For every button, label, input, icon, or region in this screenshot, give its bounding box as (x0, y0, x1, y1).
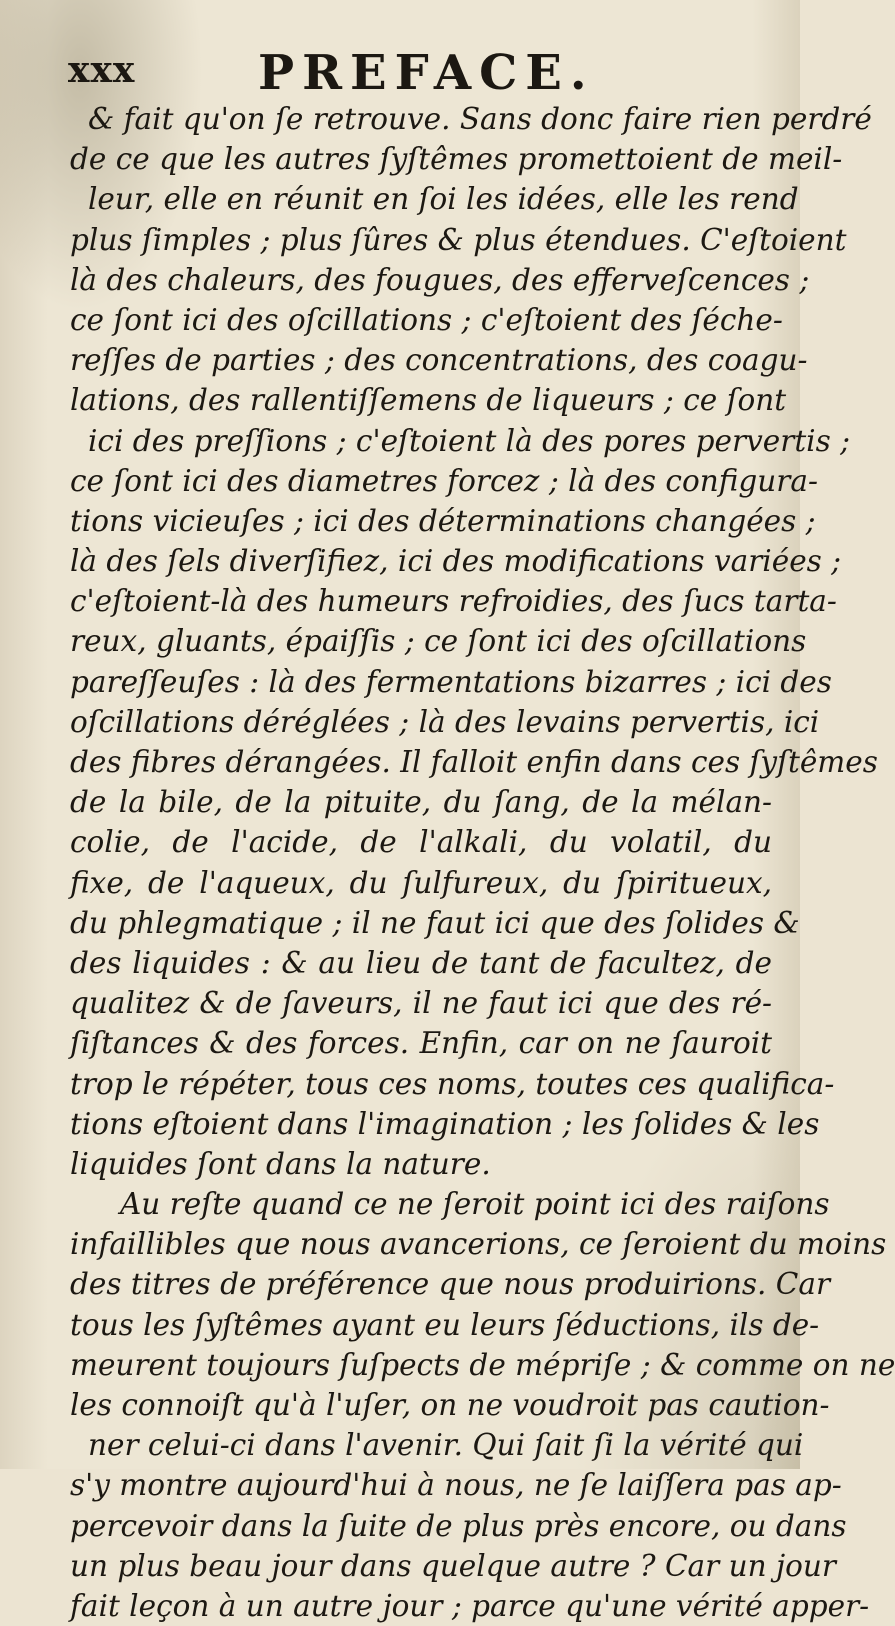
text-line: ner celui-ci dans l'avenir. Qui ſait ſi la vérité qui (88, 1428, 804, 1463)
text-line: qualitez & de ſaveurs, il ne faut ici que des ré- (70, 986, 772, 1021)
text-line: liquides ſont dans la nature. (70, 1146, 491, 1181)
page-number: xxx (68, 49, 136, 91)
text-line: infaillibles que nous avancerions, ce ſeroient du moins (70, 1227, 887, 1262)
running-title: PREFACE. (258, 45, 595, 101)
text-line: c'eſtoient-là des humeurs refroidies, des ſucs tarta- (70, 584, 837, 619)
text-line: les connoiſt qu'à l'uſer, on ne voudroit pas caution- (70, 1388, 830, 1422)
text-line: plus ſimples ; plus ſûres & plus étendues. C'eſtoient (70, 222, 847, 257)
text-line: reſſes de parties ; des concentrations, des coagu- (70, 343, 808, 378)
text-line: du phlegmatique ; il ne faut ici que des ſolides & (70, 905, 800, 940)
text-line: s'y montre aujourd'hui à nous, ne ſe laiſſera pas ap- (70, 1468, 842, 1503)
text-line: des fibres dérangées. Il falloit enfin dans ces ſyſtêmes (70, 745, 878, 779)
text-line: un plus beau jour dans quelque autre ? Car un jour (70, 1548, 836, 1583)
text-line: là des ſels diverſifiez, ici des modifications variées ; (70, 544, 842, 579)
text-line: ce ſont ici des diametres forcez ; là des configura- (70, 463, 818, 498)
text-line: tous les ſyſtêmes ayant eu leurs ſéductions, ils de- (70, 1307, 820, 1342)
text-line: trop le répéter, tous ces noms, toutes ces qualifica- (70, 1066, 835, 1101)
text-line: fixe, de l'aqueux, du ſulfureux, du ſpiritueux, (70, 865, 772, 900)
text-line: Au reſte quand ce ne ſeroit point ici des raiſons (120, 1187, 830, 1222)
text-line: colie, de l'acide, de l'alkali, du volatil, du (70, 825, 772, 860)
text-line: tions vicieuſes ; ici des déterminations changées ; (70, 503, 816, 538)
page-header (0, 45, 800, 101)
text-line: ſiſtances & des forces. Enfin, car on ne ſauroit (70, 1026, 772, 1061)
body-text (70, 99, 895, 1626)
text-line: & fait qu'on ſe retrouve. Sans donc faire rien perdré (88, 102, 872, 136)
text-line: de ce que les autres ſyſtêmes promettoient de meil- (70, 142, 843, 177)
text-line: pareſſeuſes : là des fermentations bizarres ; ici des (70, 664, 832, 699)
text-line: des liquides : & au lieu de tant de facultez, de (70, 945, 772, 980)
text-line: tions eſtoient dans l'imagination ; les ſolides & les (70, 1106, 820, 1141)
text-line: reux, gluants, épaiſſis ; ce ſont ici des oſcillations (70, 624, 807, 659)
text-line: de la bile, de la pituite, du ſang, de la mélan- (70, 785, 772, 820)
text-line: ici des preſſions ; c'eſtoient là des pores pervertis ; (88, 423, 851, 458)
text-line: meurent toujours ſuſpects de mépriſe ; & comme on ne (70, 1347, 895, 1382)
text-line: oſcillations déréglées ; là des levains pervertis, ici (70, 704, 820, 739)
text-line: des titres de préférence que nous produirions. Car (70, 1267, 831, 1302)
text-line: ce ſont ici des oſcillations ; c'eſtoient des ſéche- (70, 302, 783, 337)
text-line: là des chaleurs, des fougues, des efferveſcences ; (70, 262, 810, 297)
text-line: lations, des rallentiſſemens de liqueurs ; ce ſont (70, 383, 787, 418)
text-line: fait leçon à un autre jour ; parce qu'une vérité apper- (70, 1588, 870, 1623)
text-line: leur, elle en réunit en ſoi les idées, elle les rend (88, 182, 799, 217)
text-line: percevoir dans la ſuite de plus près encore, ou dans (70, 1508, 847, 1543)
